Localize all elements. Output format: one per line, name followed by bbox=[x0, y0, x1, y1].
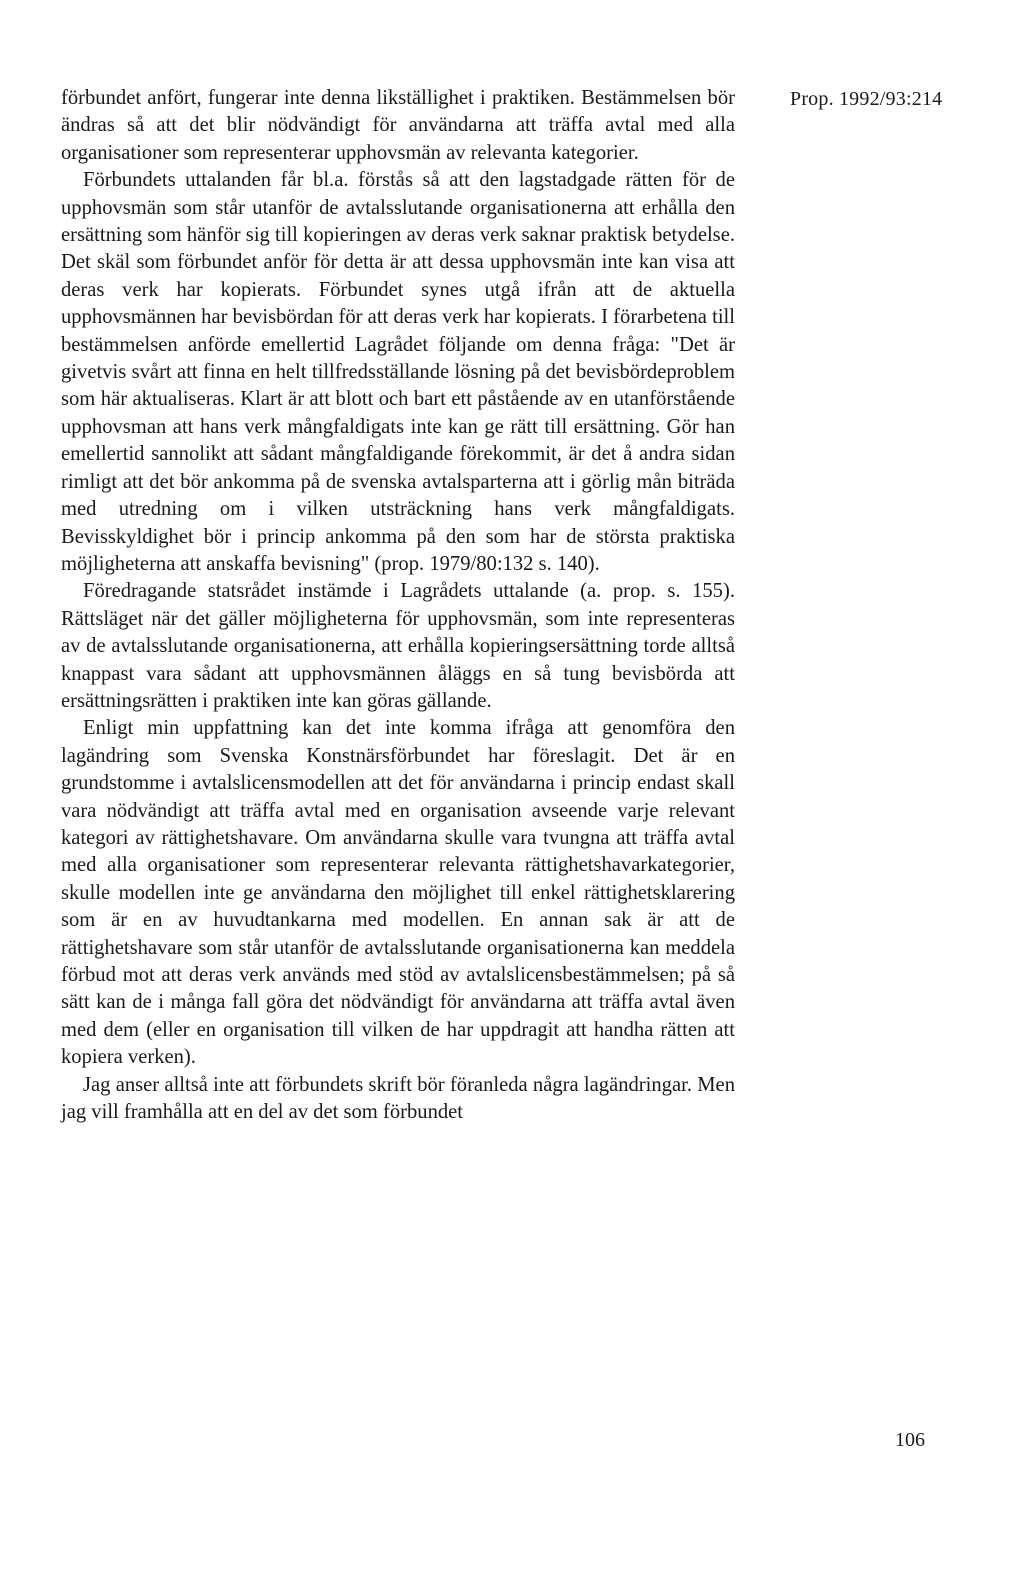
paragraph-3: Föredragande statsrådet instämde i Lagrådets uttalande (a. prop. s. 155). Rättsläget när det gäller möjligheterna för upphovsmän, som inte representeras av de avtalsslutande organisationerna, att erhålla kopieringsersättning torde alltså knappast vara sådant att upphovsmännen åläggs en så tung bevisbörda att ersättningsrätten i praktiken inte kan göras gällande. bbox=[61, 580, 735, 712]
paragraph-5: Jag anser alltså inte att förbundets skrift bör föranleda några lagändringar. Men jag vill framhålla att en del av det som förbundet bbox=[61, 1073, 735, 1124]
paragraph-1: förbundet anfört, fungerar inte denna likställighet i praktiken. Bestämmelsen bör ändras så att det blir nödvändigt för användarna att träffa avtal med alla organisationer som representerar upphovsmän av relevanta kategorier. bbox=[61, 87, 735, 164]
proposition-reference: Prop. 1992/93:214 bbox=[790, 88, 943, 110]
paragraph-2: Förbundets uttalanden får bl.a. förstås så att den lagstadgade rätten för de upphovsmän som står utanför de avtalsslutande organisationerna att erhålla den ersättning som hänför sig till kopieringen av deras verk saknar praktisk betydelse. Det skäl som förbundet anför för detta är att dessa upphovsmän inte kan visa att deras verk har kopierats. Förbundet synes utgå ifrån att de aktuella upphovsmännen har bevisbördan för att deras verk har kopierats. I förarbetena till bestämmelsen anförde emellertid Lagrådet följande om denna fråga: "Det är givetvis svårt att finna en helt tillfredsställande lösning på det bevisbördeproblem som här aktualiseras. Klart är att blott och bart ett påstående av en utanförstående upphovsman att hans verk mångfaldigats inte kan ge rätt till ersättning. Gör han emellertid sannolikt att sådant mångfaldigande förekommit, är det å andra sidan rimligt att det bör ankomma på de svenska avtalsparterna att i görlig mån biträda med utredning om i vilken utsträckning hans verk mångfaldigats. Bevisskyldighet bör i princip ankomma på den som har de största praktiska möjligheterna att anskaffa bevisning" (prop. 1979/80:132 s. 140). bbox=[61, 169, 735, 575]
body-text bbox=[61, 85, 735, 1126]
page-number: 106 bbox=[895, 1429, 925, 1451]
paragraph-4: Enligt min uppfattning kan det inte komma ifråga att genomföra den lagändring som Svenska Konstnärsförbundet har föreslagit. Det är en grundstomme i avtalslicensmodellen att det för användarna i princip endast skall vara nödvändigt att träffa avtal med en organisation avseende varje relevant kategori av rättighetshavare. Om användarna skulle vara tvungna att träffa avtal med alla organisationer som representerar relevanta rättighetshavarkategorier, skulle modellen inte ge användarna den möjlighet till enkel rättighetsklarering som är en av huvudtankarna med modellen. En annan sak är att de rättighetshavare som står utanför de avtalsslutande organisationerna kan meddela förbud mot att deras verk används med stöd av avtalslicensbestämmelsen; på så sätt kan de i många fall göra det nödvändigt för användarna att träffa avtal även med dem (eller en organisation till vilken de har uppdragit att handha rätten att kopiera verken). bbox=[61, 717, 735, 1069]
